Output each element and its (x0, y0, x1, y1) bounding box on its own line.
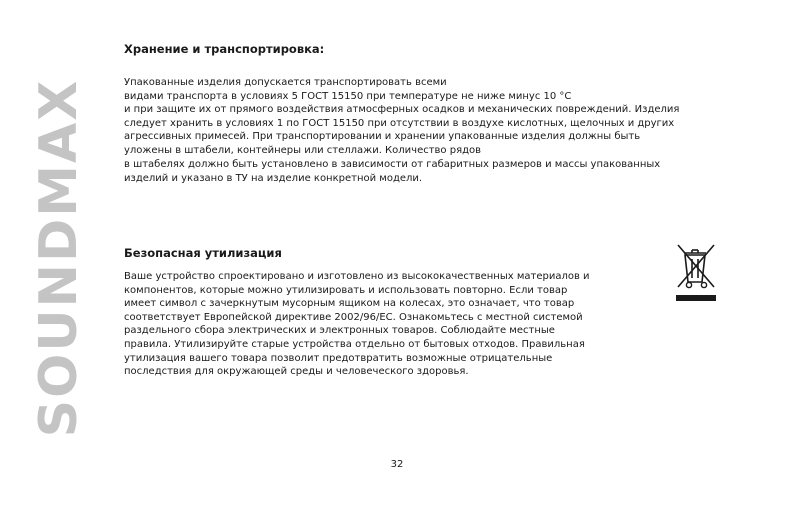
disposal-line: утилизация вашего товара позволит предотвратить возможные отрицательные (124, 352, 553, 364)
disposal-paragraph (124, 270, 590, 379)
storage-line: следует хранить в условиях 1 по ГОСТ 15150 при отсутствии в воздухе кислотных, щелочных и других (124, 117, 675, 129)
page-number: 32 (390, 459, 404, 470)
storage-heading: Хранение и транспортировка: (124, 42, 325, 56)
disposal-line: правила. Утилизируйте старые устройства отдельно от бытовых отходов. Правильная (124, 338, 585, 350)
brand-name: SOUNDMAX (29, 78, 89, 438)
storage-line: Упакованные изделия допускается транспортировать всеми (124, 77, 447, 88)
brand-watermark (29, 48, 89, 468)
crossed-out-wheelie-bin-icon (674, 241, 718, 303)
disposal-line: имеет символ с зачеркнутым мусорным ящиком на колесах, это означает, что товар (124, 298, 575, 310)
disposal-line: раздельного сбора электрических и электронных товаров. Соблюдайте местные (124, 325, 555, 337)
storage-line: агрессивных примесей. При транспортировании и хранении упакованные изделия должны быть (124, 131, 641, 143)
disposal-heading: Безопасная утилизация (124, 246, 282, 260)
storage-line: изделий и указано в ТУ на изделие конкретной модели. (124, 173, 423, 185)
storage-line: в штабелях должно быть установлено в зависимости от габаритных размеров и массы упакованных (124, 158, 661, 170)
disposal-line: последствия для окружающей среды и человеческого здоровья. (124, 366, 469, 378)
disposal-line: соответствует Европейской директиве 2002/96/EC. Ознакомьтесь с местной системой (124, 311, 583, 323)
storage-line: и при защите их от прямого воздействия атмосферных осадков и механических повреждений. Изделия (124, 104, 680, 116)
disposal-line: компонентов, которые можно утилизировать и использовать повторно. Если товар (124, 284, 568, 296)
storage-line: видами транспорта в условиях 5 ГОСТ 15150 при температуре не ниже минус 10 °С (124, 90, 572, 102)
disposal-line: Ваше устройство спроектировано и изготовлено из высококачественных материалов и (124, 271, 590, 282)
storage-line: уложены в штабели, контейнеры или стеллажи. Количество рядов (124, 144, 482, 156)
storage-paragraph (124, 76, 679, 187)
